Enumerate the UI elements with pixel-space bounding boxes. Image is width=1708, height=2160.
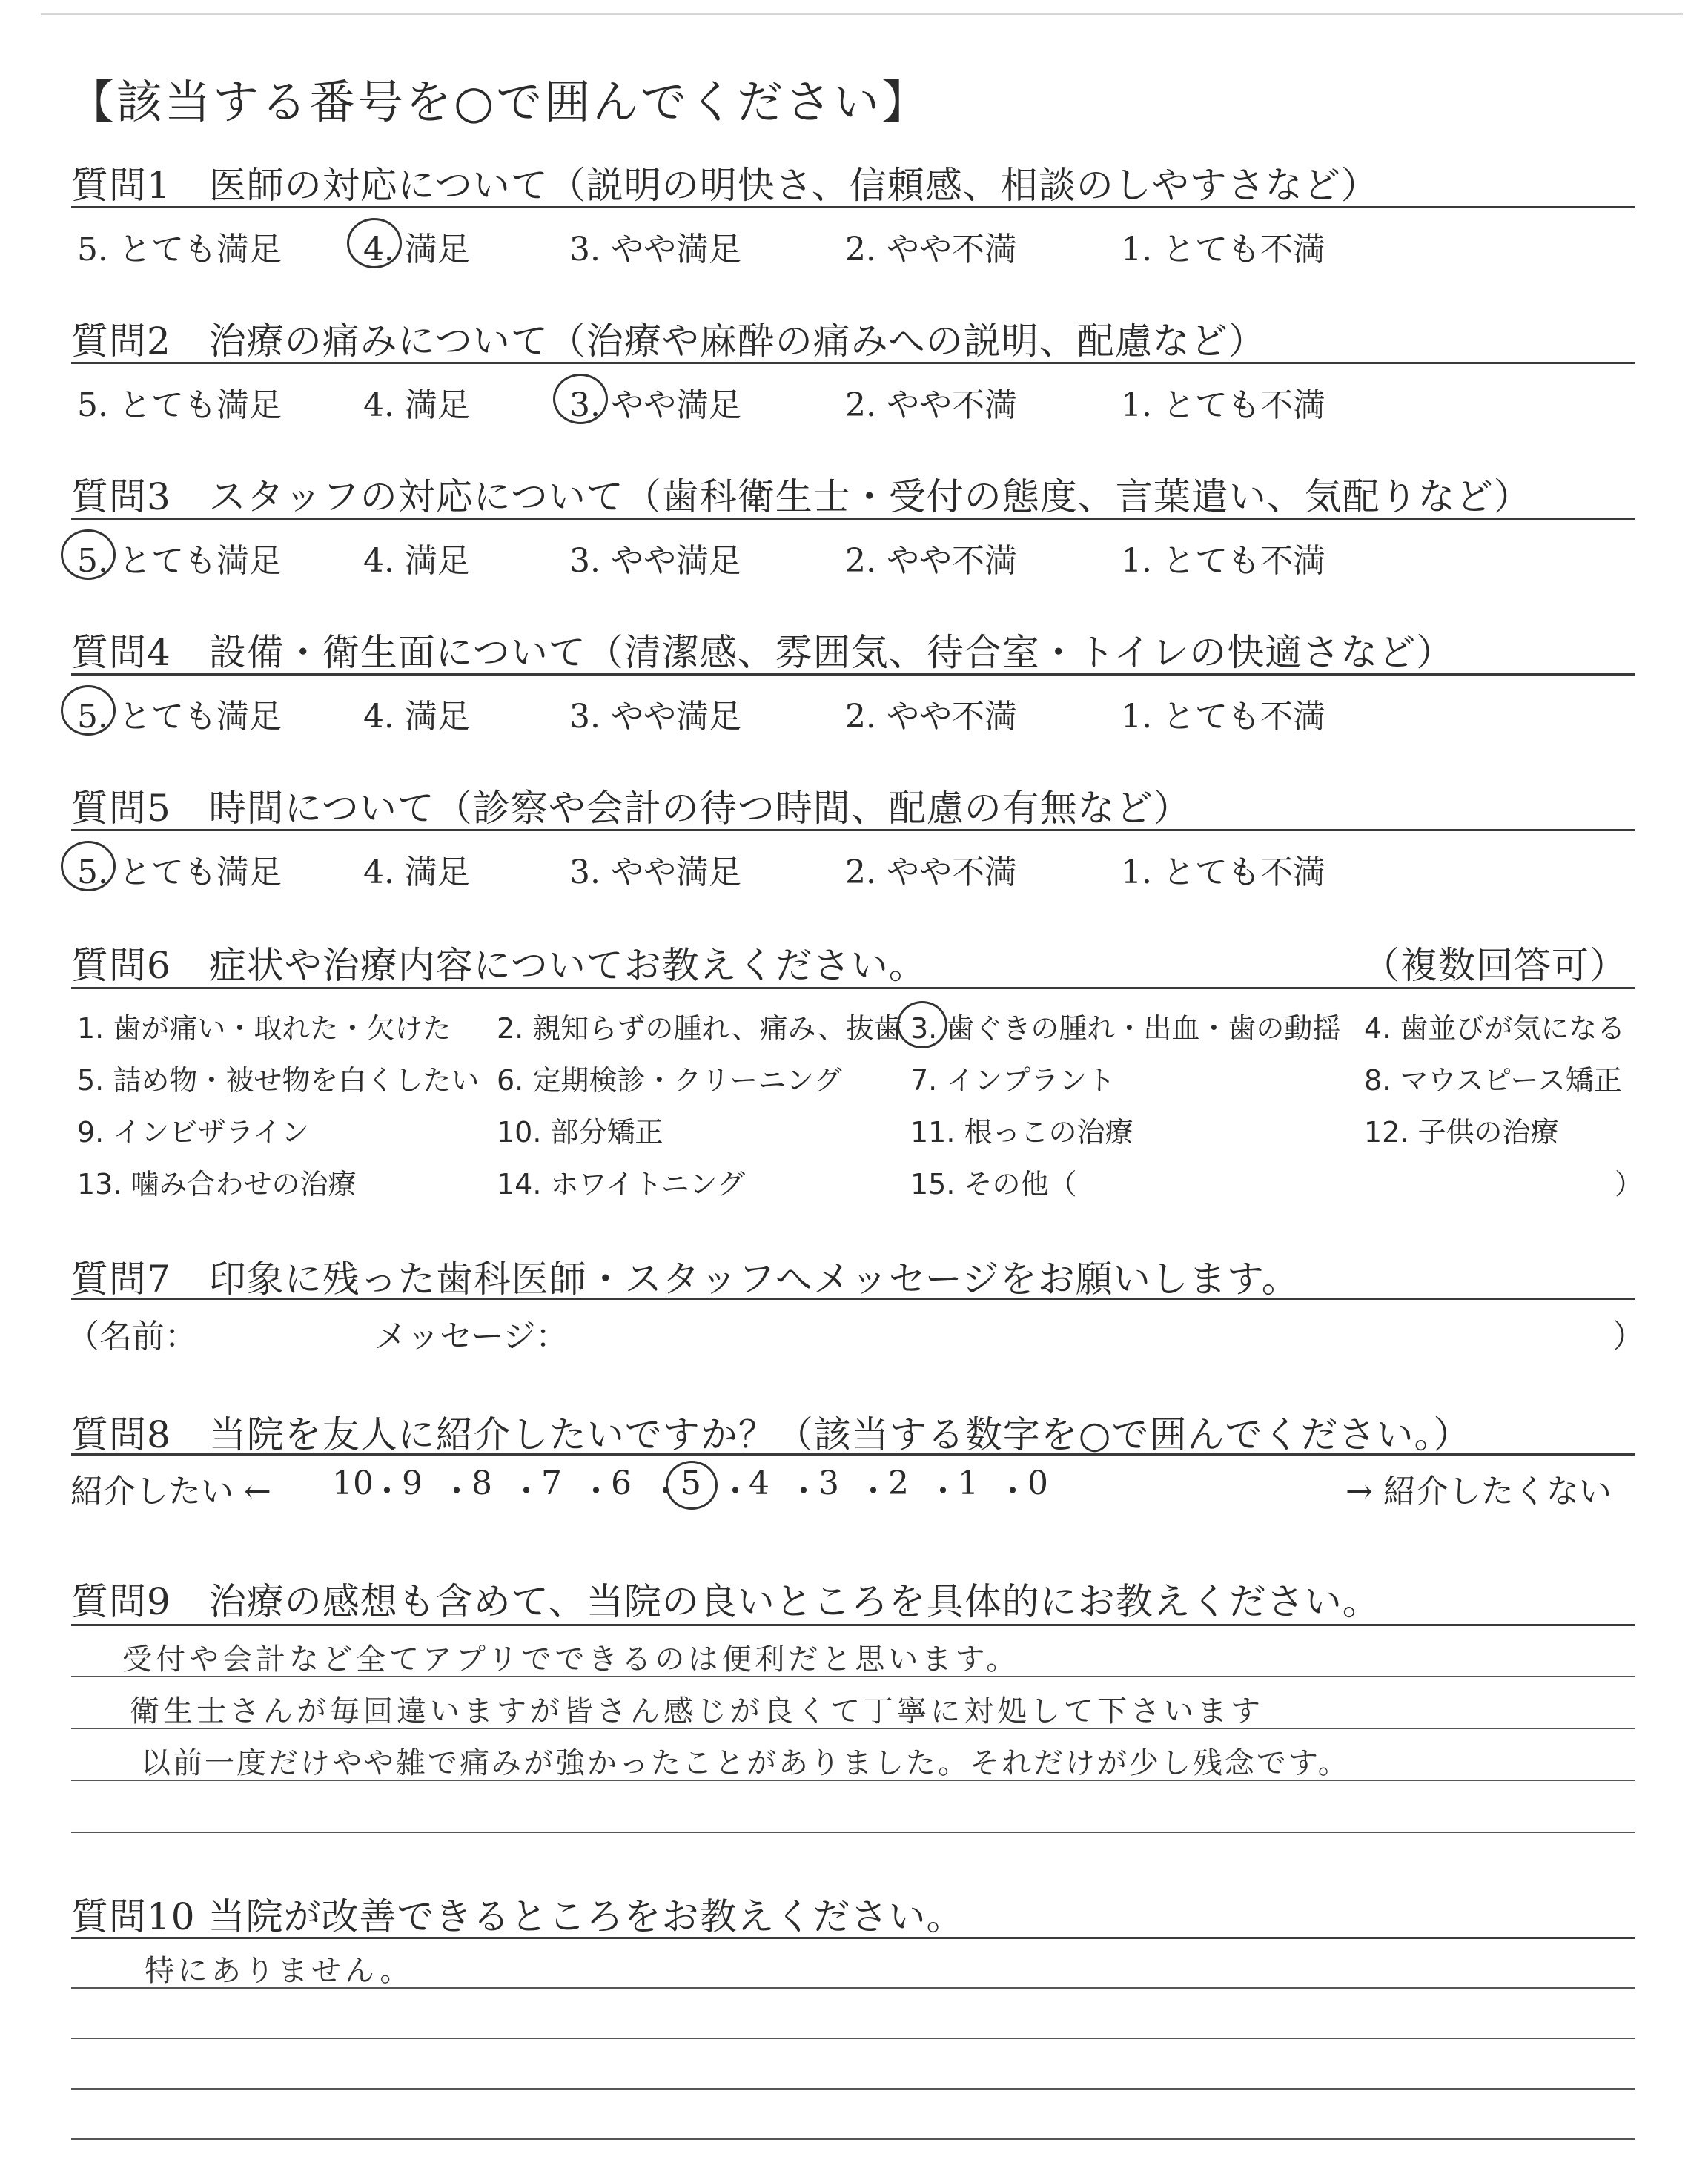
q8-scale-separator: ・: [787, 1473, 820, 1510]
q2-option-3[interactable]: 3. やや満足: [569, 386, 741, 424]
q1-option-1[interactable]: 1. とても不満: [1121, 231, 1325, 268]
q6-option-2[interactable]: 2. 親知らずの腫れ、痛み、抜歯: [497, 1012, 902, 1045]
q8-scale-6[interactable]: 6: [611, 1464, 632, 1502]
q6-option-11[interactable]: 11. 根っこの治療: [910, 1116, 1133, 1149]
q6-option-7[interactable]: 7. インプラント: [910, 1064, 1116, 1097]
q8-scale-3[interactable]: 3: [818, 1464, 839, 1502]
q1-rule: [71, 206, 1635, 208]
q6-option-8[interactable]: 8. マウスピース矯正: [1364, 1064, 1622, 1097]
q1-option-5[interactable]: 5. とても満足: [77, 231, 282, 268]
q3-option-2[interactable]: 2. やや不満: [845, 542, 1017, 580]
q10-line-3: [71, 2088, 1635, 2090]
q9-line-4: [71, 1832, 1635, 1833]
q2-option-4[interactable]: 4. 満足: [363, 386, 470, 424]
q8-scale-separator: ・: [857, 1473, 890, 1510]
q8-selection-circle: [666, 1461, 718, 1510]
q6-option-12[interactable]: 12. 子供の治療: [1364, 1116, 1559, 1149]
q8-scale-10[interactable]: 10: [332, 1464, 374, 1502]
q5-option-2[interactable]: 2. やや不満: [845, 853, 1017, 891]
q7-message-label: メッセージ：: [374, 1318, 569, 1355]
q9-rule: [71, 1624, 1635, 1626]
q8-scale-2[interactable]: 2: [888, 1464, 909, 1502]
q10-heading: 質問10 当院が改善できるところをお教えください。: [71, 1895, 964, 1938]
q5-option-3[interactable]: 3. やや満足: [569, 853, 741, 891]
q6-option-5[interactable]: 5. 詰め物・被せ物を白くしたい: [77, 1064, 480, 1097]
q8-left-label: 紹介したい ←: [70, 1473, 271, 1510]
q6-option-3[interactable]: 3. 歯ぐきの腫れ・出血・歯の動揺: [910, 1012, 1341, 1045]
q5-option-4[interactable]: 4. 満足: [363, 853, 470, 891]
q6-heading: 質問6 症状や治療内容についてお教えください。: [71, 944, 927, 987]
q4-option-4[interactable]: 4. 満足: [363, 698, 470, 736]
q6-other-close-paren: ）: [1615, 1168, 1644, 1200]
q5-selection-circle: [61, 841, 116, 891]
q7-rule: [71, 1298, 1635, 1300]
q4-option-1[interactable]: 1. とても不満: [1121, 698, 1325, 736]
q7-heading: 質問7 印象に残った歯科医師・スタッフへメッセージをお願いします。: [71, 1258, 1300, 1301]
q5-option-1[interactable]: 1. とても不満: [1121, 853, 1325, 891]
q5-rule: [71, 829, 1635, 831]
q8-right-label: → 紹介したくない: [1345, 1473, 1612, 1510]
q1-option-4[interactable]: 4. 満足: [363, 231, 470, 268]
top-border: [41, 13, 1683, 15]
q1-option-2[interactable]: 2. やや不満: [845, 231, 1017, 268]
q6-option-14[interactable]: 14. ホワイトニング: [497, 1168, 746, 1200]
q8-scale-separator: ・: [580, 1473, 612, 1510]
q10-line-4: [71, 2138, 1635, 2140]
q10-rule: [71, 1937, 1635, 1939]
q8-scale-separator: ・: [996, 1473, 1029, 1510]
q2-selection-circle: [553, 374, 608, 424]
q8-scale-separator: ・: [371, 1473, 403, 1510]
q3-option-4[interactable]: 4. 満足: [363, 542, 470, 580]
q6-rule: [71, 987, 1635, 989]
q3-rule: [71, 518, 1635, 520]
q6-option-9[interactable]: 9. インビザライン: [77, 1116, 310, 1149]
q8-scale-separator: ・: [719, 1473, 752, 1510]
q7-name-label: （名前：: [67, 1318, 197, 1355]
q9-answer-line-1: 受付や会計など全てアプリでできるのは便利だと思います。: [122, 1642, 1020, 1677]
q1-heading: 質問1 医師の対応について（説明の明快さ、信頼感、相談のしやすさなど）: [71, 164, 1379, 207]
q6-option-10[interactable]: 10. 部分矯正: [497, 1116, 663, 1149]
q8-scale-5[interactable]: 5: [681, 1464, 701, 1502]
q2-rule: [71, 362, 1635, 364]
q3-heading: 質問3 スタッフの対応について（歯科衛生士・受付の態度、言葉遣い、気配りなど）: [71, 475, 1532, 518]
q4-rule: [71, 673, 1635, 676]
q6-option-15[interactable]: 15. その他（: [910, 1168, 1077, 1200]
q8-scale-0[interactable]: 0: [1027, 1464, 1048, 1502]
q2-heading: 質問2 治療の痛みについて（治療や麻酔の痛みへの説明、配慮など）: [71, 320, 1266, 363]
q1-option-3[interactable]: 3. やや満足: [569, 231, 741, 268]
q7-close-paren: ）: [1612, 1318, 1645, 1355]
q3-option-1[interactable]: 1. とても不満: [1121, 542, 1325, 580]
q3-selection-circle: [61, 529, 116, 580]
q2-option-2[interactable]: 2. やや不満: [845, 386, 1017, 424]
q8-heading: 質問8 当院を友人に紹介したいですか？（該当する数字を○で囲んでください。）: [71, 1413, 1472, 1456]
q8-scale-7[interactable]: 7: [541, 1464, 562, 1502]
q4-heading: 質問4 設備・衛生面について（清潔感、雰囲気、待合室・トイレの快適さなど）: [71, 631, 1454, 674]
page-title: 【該当する番号を○で囲んでください】: [68, 75, 930, 129]
q9-answer-line-2: 衛生士さんが毎回違いますが皆さん感じが良くて丁寧に対処して下さいます: [130, 1694, 1264, 1728]
q6-option-6[interactable]: 6. 定期検診・クリーニング: [497, 1064, 842, 1097]
q4-option-5[interactable]: 5. とても満足: [77, 698, 282, 736]
q4-selection-circle: [61, 685, 116, 736]
q10-line-2: [71, 2038, 1635, 2039]
q3-option-5[interactable]: 5. とても満足: [77, 542, 282, 580]
q8-rule: [71, 1453, 1635, 1456]
q2-option-1[interactable]: 1. とても不満: [1121, 386, 1325, 424]
q6-option-4[interactable]: 4. 歯並びが気になる: [1364, 1012, 1626, 1045]
q6-option-13[interactable]: 13. 噛み合わせの治療: [77, 1168, 357, 1200]
q4-option-3[interactable]: 3. やや満足: [569, 698, 741, 736]
q8-scale-separator: ・: [649, 1473, 682, 1510]
q6-note: （複数回答可）: [1363, 944, 1627, 987]
q9-heading: 質問9 治療の感想も含めて、当院の良いところを具体的にお教えください。: [71, 1580, 1380, 1623]
q10-answer-line-1: 特にありません。: [145, 1954, 414, 1988]
q8-scale-1[interactable]: 1: [958, 1464, 979, 1502]
q1-selection-circle: [347, 218, 402, 268]
q8-scale-separator: ・: [440, 1473, 473, 1510]
q8-scale-9[interactable]: 9: [402, 1464, 423, 1502]
q5-heading: 質問5 時間について（診察や会計の待つ時間、配慮の有無など）: [71, 787, 1191, 830]
q6-selection-circle: [897, 1001, 947, 1048]
q4-option-2[interactable]: 2. やや不満: [845, 698, 1017, 736]
q9-answer-line-3: 以前一度だけやや雑で痛みが強かったことがありました。それだけが少し残念です。: [141, 1746, 1350, 1780]
q8-scale-separator: ・: [510, 1473, 543, 1510]
q8-scale-separator: ・: [927, 1473, 959, 1510]
q3-option-3[interactable]: 3. やや満足: [569, 542, 741, 580]
q6-option-1[interactable]: 1. 歯が痛い・取れた・欠けた: [77, 1012, 451, 1045]
q8-scale-4[interactable]: 4: [749, 1464, 769, 1502]
q2-option-5[interactable]: 5. とても満足: [77, 386, 282, 424]
q8-scale-8[interactable]: 8: [471, 1464, 492, 1502]
q5-option-5[interactable]: 5. とても満足: [77, 853, 282, 891]
